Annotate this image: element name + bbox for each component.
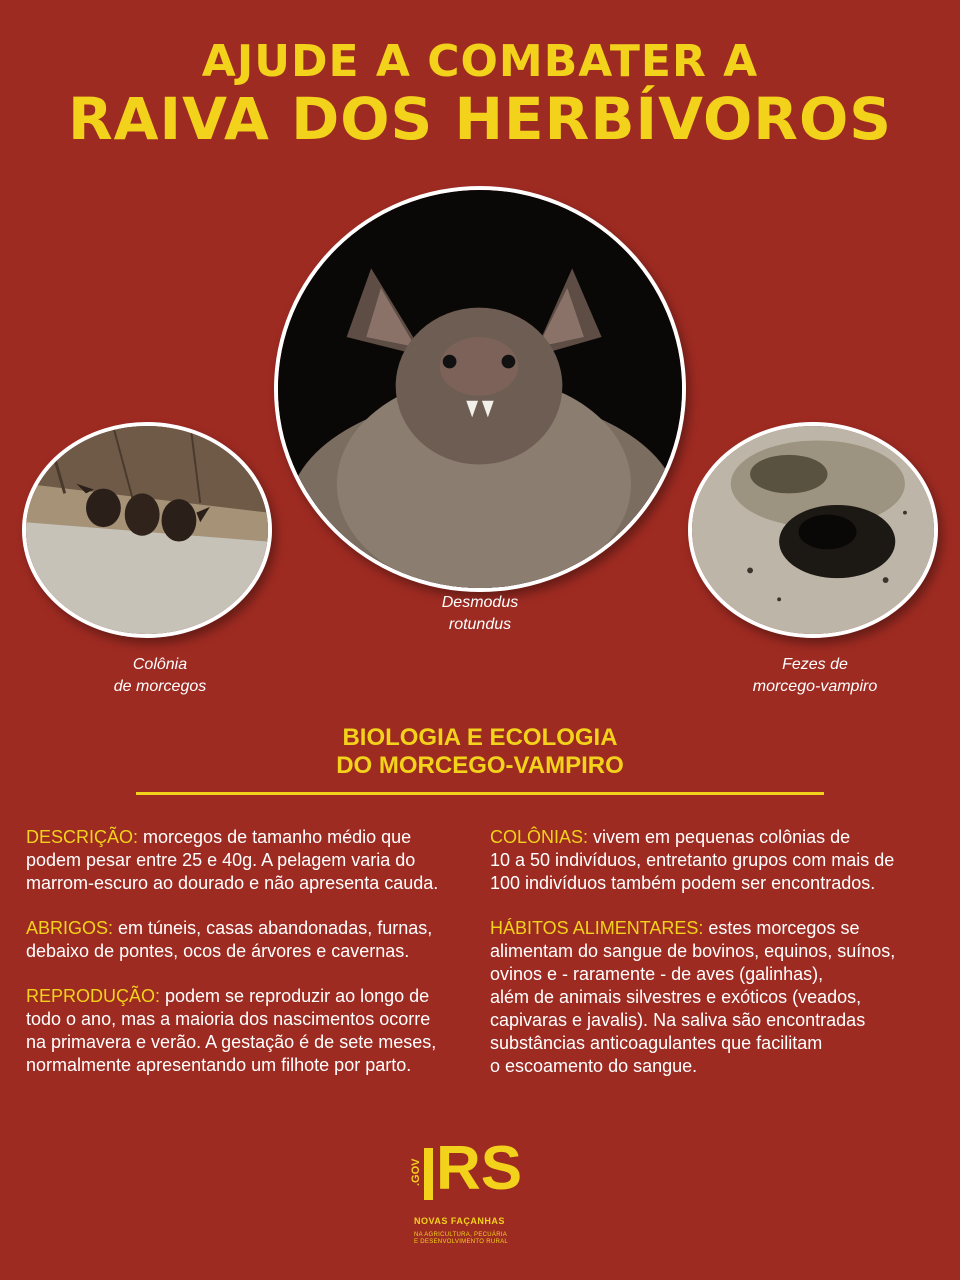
left-photo-caption [60,654,260,698]
paragraph-text: podem pesar entre 25 e 40g. A pelagem varia do [26,850,416,870]
logo-bar [424,1148,433,1200]
paragraph-text: capivaras e javalis). Na saliva são encontradas [490,1010,866,1030]
paragraph-text: 100 indivíduos também podem ser encontrados. [490,873,876,893]
paragraph-text: marrom-escuro ao dourado e não apresenta cauda. [26,873,439,893]
paragraph-text: ovinos e - raramente - de aves (galinhas), [490,964,824,984]
paragraph-text: 10 a 50 indivíduos, entretanto grupos com mais de [490,850,895,870]
paragraph-text: morcegos de tamanho médio que [138,827,412,847]
right-photo-caption [710,654,920,698]
logo-subtitle [414,1232,554,1246]
paragraph-text: todo o ano, mas a maioria dos nascimentos ocorre [26,1009,431,1029]
paragraph-text: além de animais silvestres e exóticos (veados, [490,987,862,1007]
paragraph-text: vivem em pequenas colônias de [588,827,851,847]
paragraph-reproducao [26,985,474,1077]
title-line-1: AJUDE A COMBATER A [201,36,759,87]
left-text-column [26,826,474,1099]
paragraph-text: alimentam do sangue de bovinos, equinos, suínos, [490,941,896,961]
section-divider [136,792,824,795]
paragraph-text: o escoamento do sangue. [490,1056,698,1076]
paragraph-label: DESCRIÇÃO: [26,827,139,847]
title-line-2: RAIVA DOS HERBÍVOROS [67,85,893,153]
caption-line: rotundus [448,616,512,633]
rs-government-logo [410,1134,560,1250]
section-title [0,724,960,780]
paragraph-label: ABRIGOS: [26,918,114,938]
logo-gov-text: .GOV [410,1158,422,1186]
section-title-line-2: DO MORCEGO-VAMPIRO [336,752,624,779]
caption-line: Fezes de [782,656,848,673]
bat-colony-photo [22,422,272,638]
caption-line: morcego-vampiro [752,678,878,695]
paragraph-label: COLÔNIAS: [490,827,589,847]
center-photo-caption [380,592,580,636]
paragraph-label: REPRODUÇÃO: [26,986,161,1006]
paragraph-text: em túneis, casas abandonadas, furnas, [113,918,433,938]
paragraph-descricao [26,826,474,895]
bat-feces-photo [688,422,938,638]
paragraph-abrigos [26,917,474,963]
logo-subtitle-line: E DESENVOLVIMENTO RURAL [414,1239,509,1245]
right-text-column [490,826,938,1100]
paragraph-text: estes morcegos se [703,918,860,938]
paragraph-text: normalmente apresentando um filhote por parto. [26,1055,412,1075]
section-title-line-1: BIOLOGIA E ECOLOGIA [342,724,618,751]
logo-tagline: NOVAS FAÇANHAS [414,1216,505,1226]
vampire-bat-photo [274,186,686,592]
paragraph-text: substâncias anticoagulantes que facilitam [490,1033,823,1053]
logo-subtitle-line: NA AGRICULTURA, PECUÁRIA [414,1232,508,1238]
paragraph-colonias [490,826,938,895]
caption-line: de morcegos [113,678,207,695]
paragraph-habitos-alimentares [490,917,938,1078]
paragraph-text: na primavera e verão. A gestação é de sete meses, [26,1032,437,1052]
logo-rs-text: RS [436,1134,523,1203]
paragraph-text: podem se reproduzir ao longo de [160,986,430,1006]
paragraph-text: debaixo de pontes, ocos de árvores e cavernas. [26,941,410,961]
caption-line: Colônia [132,656,188,673]
caption-line: Desmodus [441,594,519,611]
paragraph-label: HÁBITOS ALIMENTARES: [490,918,704,938]
